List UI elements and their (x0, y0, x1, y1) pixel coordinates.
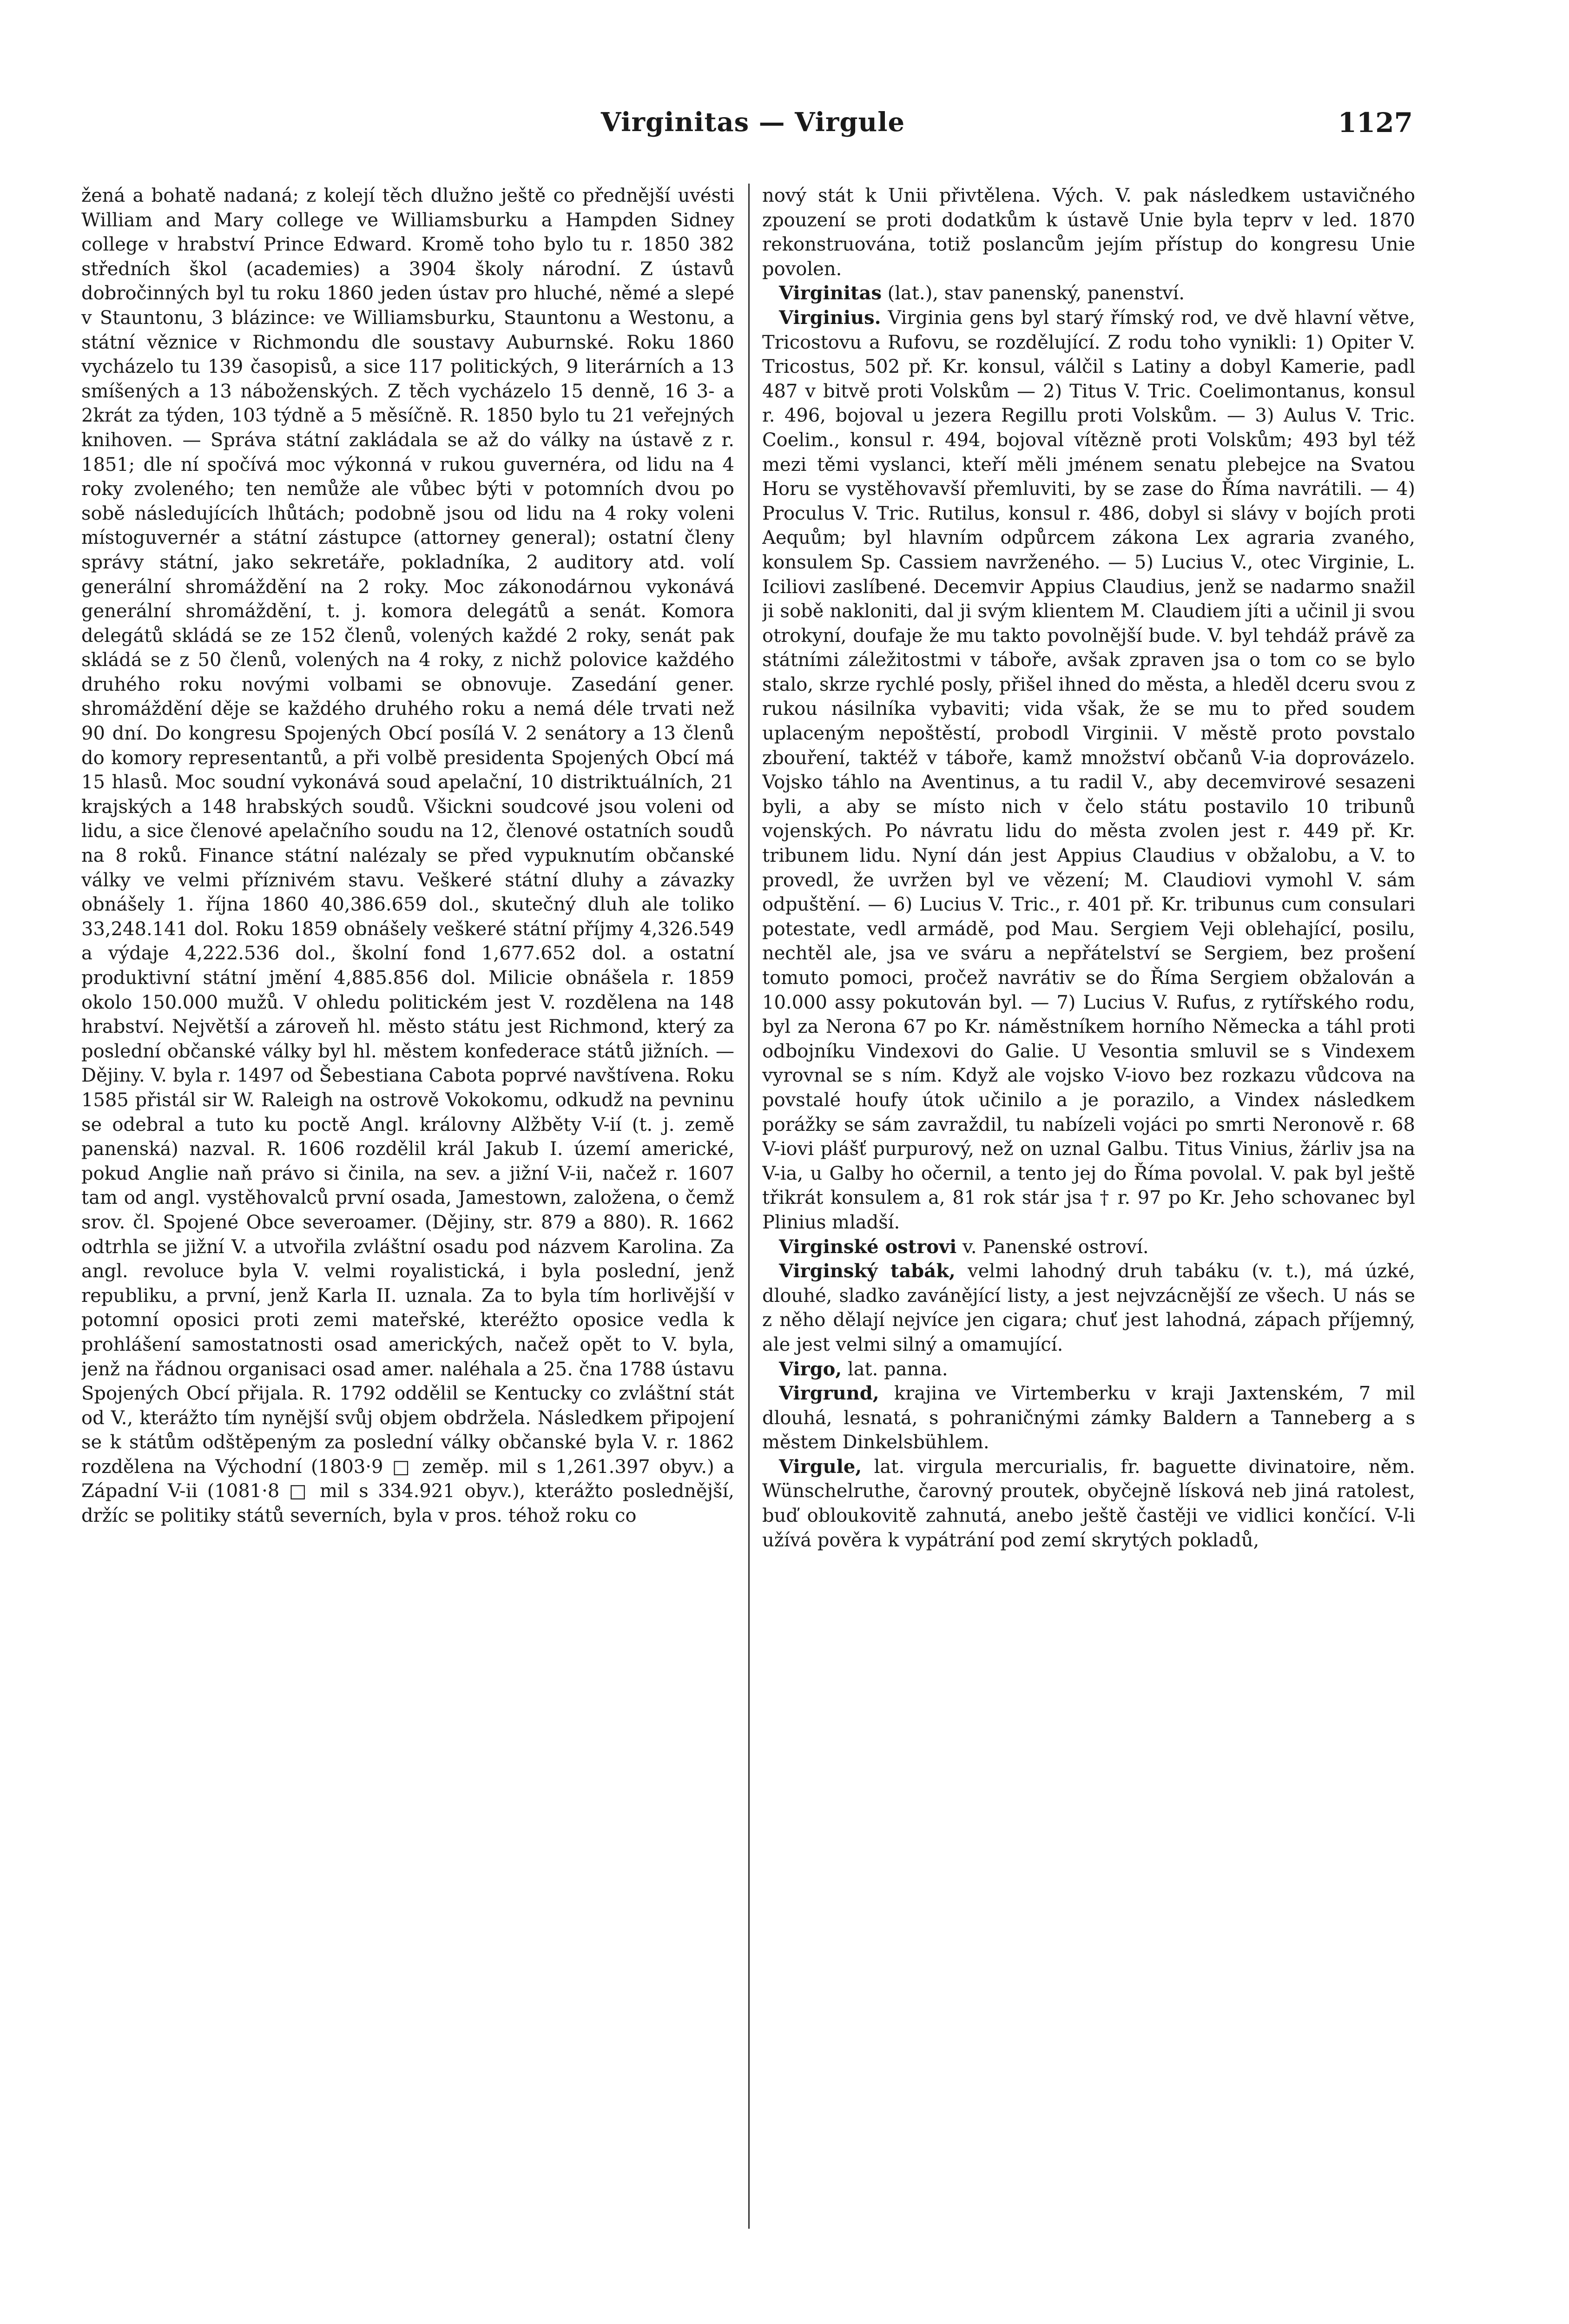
entry-virginius (762, 306, 1415, 1235)
entry-headword: Virgrund, (779, 1382, 879, 1405)
left-column (81, 184, 734, 2249)
right-column (762, 184, 1415, 2249)
entry-virginitas (762, 281, 1415, 306)
entry-virgo (762, 1357, 1415, 1382)
entry-text: krajina ve Virtemberku v kraji Jaxtenském, 7 mil dlouhá, lesnatá, s pohraničnými zámky Baldern a Tanneberg a s městem Dinkelsbühlem. (762, 1383, 1415, 1453)
entry-text: nový stát k Unii přivtělena. Vých. V. pak následkem ustavičného zpouzení se proti dodatkům k ústavě Unie byla teprv v led. 1870 rekonstruována, totiž poslancům jejím přístup do kongresu Unie povolen. (762, 185, 1415, 280)
left-paragraph: žená a bohatě nadaná; z kolejí těch dlužno ještě co přednější uvésti William and Mary college ve Williamsburku a Hampden Sidney college v hrabství Prince Edward. Kromě toho bylo tu r. 1850 382 středních škol (academies) a 3904 školy národní. Z ústavů dobročinných byl tu roku 1860 jeden ústav pro hluché, němé a slepé v Stauntonu, 3 blázince: ve Williamsburku, Stauntonu a Westonu, a státní věznice v Richmondu dle soustavy Auburnské. Roku 1860 vycházelo tu 139 časopisů, a sice 117 politických, 9 literárních a 13 smíšených a 13 náboženských. Z těch vycházelo 15 denně, 16 3- a 2krát za týden, 103 týdně a 5 měsíčně. R. 1850 bylo tu 21 veřejných knihoven. — Správa státní zakládala se až do války na ústavě z r. 1851; dle ní spočívá moc výkonná v rukou guvernéra, od lidu na 4 roky zvoleného; ten nemůže ale vůbec býti v potomních dvou po sobě následujících lhůtách; podobně jsou od lidu na 4 roky voleni místoguvernér a státní zástupce (attorney general); ostatní členy správy státní, jako sekretáře, pokladníka, 2 auditory atd. volí generální shromáždění na 2 roky. Moc zákonodárnou vykonává generální shromáždění, t. j. komora delegátů a senát. Komora delegátů skládá se ze 152 členů, volených každé 2 roky, senát pak skládá se z 50 členů, volených na 4 roky, z nichž polovice každého druhého roku novými volbami se obnovuje. Zasedání gener. shromáždění děje se každého druhého roku a nemá déle trvati než 90 dní. Do kongresu Spojených Obcí posílá V. 2 senátory a 13 členů do komory representantů, a při volbě presidenta Spojených Obcí má 15 hlasů. Moc soudní vykonává soud apelační, 10 distriktuálních, 21 krajských a 148 hrabských soudů. Všickni soudcové jsou voleni od lidu, a sice členové apelačního soudu na 12, členové ostatních soudů na 8 roků. Finance státní nalézaly se před vypuknutím občanské války ve velmi příznivém stavu. Veškeré státní dluhy a závazky obnášely 1. října 1860 40,386.659 dol., skutečný dluh ale toliko 33,248.141 dol. Roku 1859 obnášely veškeré státní příjmy 4,326.549 a výdaje 4,222.536 dol., školní fond 1,677.652 dol. a ostatní produktivní státní jmění 4,885.856 dol. Milicie obnášela r. 1859 okolo 150.000 mužů. V ohledu politickém jest V. rozdělena na 148 hrabství. Největší a zároveň hl. město státu jest Richmond, který za poslední občanské války byl hl. městem konfederace států jižních. — Dějiny. V. byla r. 1497 od Šebestiana Cabota poprvé navštívena. Roku 1585 přistál sir W. Raleigh na ostrově Vokokomu, odkudž na pevninu se odebral a tuto ku poctě Angl. královny Alžběty V-ií (t. j. země panenská) nazval. R. 1606 rozdělil král Jakub I. území americké, pokud Anglie naň právo si činila, na sev. a jižní V-ii, načež r. 1607 tam od angl. vystěhovalců první osada, Jamestown, založena, o čemž srov. čl. Spojené Obce severoamer. (Dějiny, str. 879 a 880). R. 1662 odtrhla se jižní V. a utvořila zvláštní osadu pod názvem Karolina. Za angl. revoluce byla V. velmi royalistická, i byla poslední, jenž republiku, a první, jenž Karla II. uznala. Za to byla tím horlivější v potomní oposici proti zemi mateřské, kteréžto oposice vedla k prohlášení samostatnosti osad amerických, načež opět to V. byla, jenž na řádnou organisaci osad amer. naléhala a 25. čna 1788 ústavu Spojených Obcí přijala. R. 1792 oddělil se Kentucky co zvláštní stát od V., kterážto tím nynější svůj objem obdržela. Následkem připojení se k státům odštěpeným za poslední války občanské byla V. r. 1862 rozdělena na Východní (1803·9 □ zeměp. mil s 1,261.397 obyv.) a Západní V-ii (1081·8 □ mil s 334.921 obyv.), kterážto poslednější, držíc se politiky států severních, byla v pros. téhož roku co (81, 185, 734, 1527)
entry-text: velmi lahodný druh tabáku (v. t.), má úzké, dlouhé, sladko zavánějící listy, a jest nejvzácnější ze všech. U nás se z něho dělají nejvíce jen cigara; chuť jest lahodná, zápach příjemný, ale jest velmi silný a omamující. (762, 1261, 1415, 1355)
column-divider (748, 184, 750, 2229)
entry-headword: Virginitas (779, 282, 882, 304)
entry-virginske-ostrovi (762, 1235, 1415, 1260)
entry-virgrund (762, 1381, 1415, 1455)
entry-text: v. Panenské ostroví. (956, 1236, 1149, 1258)
entry-headword: Virgule, (779, 1455, 862, 1478)
page-header (93, 107, 1413, 144)
entry-text: lat. virgula mercurialis, fr. baguette divinatoire, něm. Wünschelruthe, čarovný proutek, obyčejně lísková neb jiná ratolest, buď obloukovitě zahnutá, anebo ještě častěji ve vidlici končící. V-li užívá pověra k vypátrání pod zemí skrytých pokladů, (762, 1456, 1415, 1551)
entry-headword: Virginský tabák, (779, 1260, 956, 1282)
entry-headword: Virgo, (779, 1358, 842, 1380)
entry-headword: Virginius. (779, 306, 881, 329)
entry-headword: Virginské ostrovi (779, 1235, 957, 1258)
entry-continuation (762, 184, 1415, 281)
running-title: Virginitas — Virgule (600, 107, 905, 138)
entry-text: Virginia gens byl starý římský rod, ve dvě hlavní větve, Tricostovu a Rufovu, se rozdělující. Z rodu toho vynikli: 1) Opiter V. Tricostus, 502 př. Kr. konsul, válčil s Latiny a dobyl Kamerie, padl 487 v bitvě proti Volskům — 2) Titus V. Tric. Coelimontanus, konsul r. 496, bojoval u jezera Regillu proti Volskům. — 3) Aulus V. Tric. Coelim., konsul r. 494, bojoval vítězně proti Volskům; 493 byl též mezi těmi vyslanci, kteří měli jménem senatu plebejce na Svatou Horu se vystěhovavší přemluviti, by se zase do Říma navrátili. — 4) Proculus V. Tric. Rutilus, konsul r. 486, dobyl si slávy v bojích proti Aequům; byl hlavním odpůrcem zákona Lex agraria zvaného, konsulem Sp. Cassiem navrženého. — 5) Lucius V., otec Virginie, L. Iciliovi zaslíbené. Decemvir Appius Claudius, jenž se nadarmo snažil ji sobě nakloniti, dal ji svým klientem M. Claudiem jíti a učinil ji svou otrokyní, doufaje že mu takto povolnější bude. V. byl tehdáž právě za státními záležitostmi v táboře, avšak zpraven jsa o tom co se bylo stalo, skrze rychlé posly, přišel ihned do města, a hleděl dceru svou z rukou násilníka vybaviti; vida však, že se mu to před soudem uplaceným nepoštěstí, probodl Virginii. V městě proto povstalo zbouření, taktéž v táboře, kamž množství občanů V-ia doprovázelo. Vojsko táhlo na Aventinus, a tu radil V., aby decemvirové sesazeni byli, a aby se místo nich v čelo státu postavilo 10 tribunů vojenských. Po návratu lidu do města zvolen jest r. 449 př. Kr. tribunem lidu. Nyní dán jest Appius Claudius v obžalobu, a V. to provedl, že uvržen byl ve vězení; M. Claudiovi vymohl V. sám odpuštění. — 6) Lucius V. Tric., r. 401 př. Kr. tribunus cum consulari potestate, vedl armádě, pod Mau. Sergiem Veji oblehající, posilu, nechtěl ale, jsa ve sváru a nepřátelství se Sergiem, bez prošení tomuto pomoci, pročež navrátiv se do Říma Sergiem obžalován a 10.000 assy pokutován byl. — 7) Lucius V. Rufus, z rytířského rodu, byl za Nerona 67 po Kr. náměstníkem horního Německa a táhl proti odbojníku Vindexovi do Galie. U Vesontia smluvil se s Vindexem vyrovnal se s ním. Když ale vojsko V-iovo bez rozkazu vůdcova na povstalé houfy útok učinilo a je porazilo, a Vindex následkem porážky se sám zavraždil, tu nabízeli vojáci po smrti Neronově r. 68 V-iovi plášť purpurový, než on uznal Galbu. Titus Vinius, žárliv jsa na V-ia, u Galby ho očernil, a tento jej do Říma povolal. V. pak byl ještě třikrát konsulem a, 81 rok stár jsa † r. 97 po Kr. Jeho schovanec byl Plinius mladší. (762, 307, 1415, 1233)
entry-text: lat. panna. (842, 1358, 948, 1380)
entry-virginsky-tabak (762, 1259, 1415, 1357)
entry-text: (lat.), stav panenský, panenství. (881, 283, 1185, 304)
page-number: 1127 (1338, 107, 1413, 139)
entry-virgule (762, 1455, 1415, 1552)
